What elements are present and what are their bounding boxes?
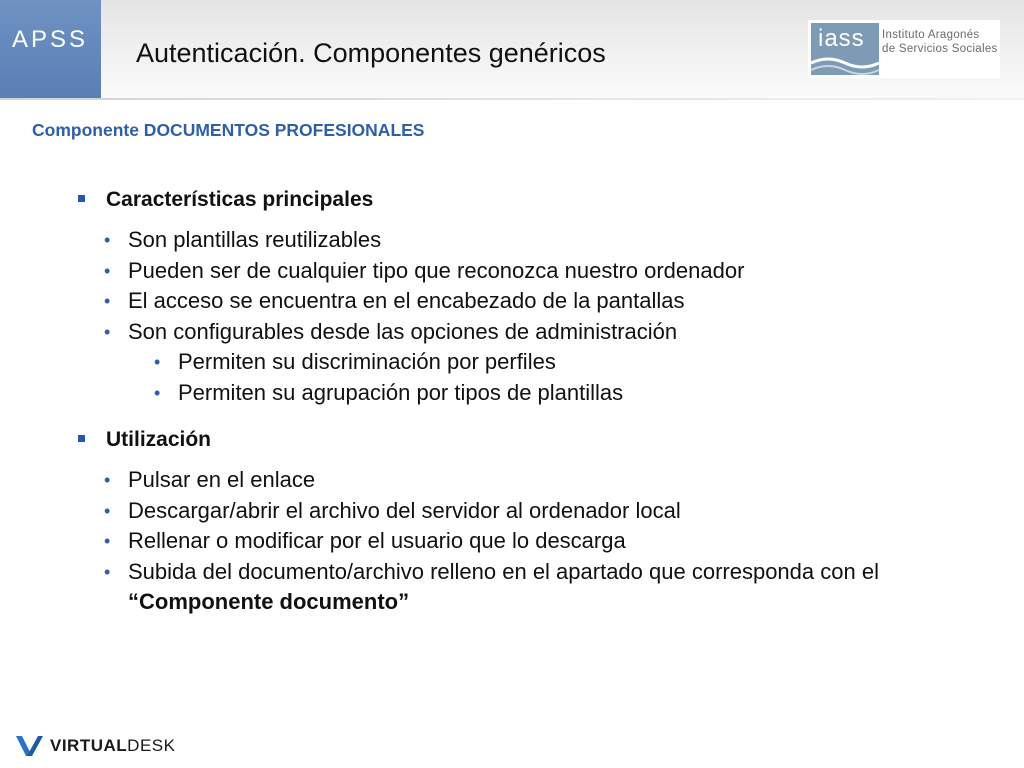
list-item-text: Son configurables desde las opciones de administración (128, 318, 678, 344)
list-item-text: Pueden ser de cualquier tipo que reconozca nuestro ordenador (128, 257, 745, 283)
list-item (102, 526, 940, 557)
bullet-icon: • (104, 230, 111, 250)
list-item-text: Son plantillas reutilizables (128, 227, 382, 252)
characteristics-title: Características principales (106, 188, 374, 211)
slide-title: Autenticación. Componentes genéricos (136, 38, 606, 68)
list-item (102, 256, 744, 287)
apss-tab (0, 0, 101, 98)
list-item-text: El acceso se encuentra en el encabezado de la pantallas (128, 288, 685, 313)
iass-logo-name (882, 28, 1000, 56)
usage-heading (78, 428, 211, 452)
list-item (102, 465, 940, 496)
list-item-text: Pulsar en el enlace (128, 467, 316, 492)
iass-logo-line1: Instituto Aragonés (882, 29, 980, 41)
list-item-text: Descargar/abrir el archivo del servidor al ordenador local (128, 497, 681, 523)
list-item (102, 557, 940, 618)
square-bullet-icon (78, 195, 85, 202)
virtualdesk-v-icon (14, 733, 44, 759)
bullet-icon: • (104, 470, 111, 490)
bullet-icon: • (104, 531, 111, 551)
virtualdesk-bold: VIRTUAL (50, 736, 128, 755)
header-divider (0, 98, 1024, 100)
list-item-text: Rellenar o modificar por el usuario que lo descarga (128, 528, 626, 553)
bullet-icon: • (104, 500, 111, 521)
list-item (102, 496, 940, 527)
bullet-icon: • (104, 561, 111, 582)
apss-label: APSS (12, 26, 89, 53)
bullet-icon: • (154, 352, 161, 372)
sub-list-item (152, 378, 744, 409)
virtualdesk-wordmark (50, 736, 175, 756)
bullet-icon: • (104, 291, 111, 311)
virtualdesk-logo (14, 731, 175, 761)
characteristics-list (102, 225, 744, 408)
list-item-text: Subida del documento/archivo relleno en el apartado que corresponda con el (128, 558, 879, 584)
bullet-icon: • (154, 382, 161, 403)
list-item (102, 225, 744, 256)
list-item (102, 286, 744, 317)
bullet-icon: • (104, 260, 111, 281)
bullet-icon: • (104, 321, 111, 342)
usage-list (102, 465, 940, 618)
list-item-emphasis: “Componente documento” (128, 589, 410, 614)
section-heading: Componente DOCUMENTOS PROFESIONALES (32, 120, 425, 140)
virtualdesk-light: DESK (127, 736, 176, 755)
list-item (102, 317, 744, 348)
square-bullet-icon (78, 435, 85, 442)
iass-logo (808, 20, 1000, 78)
iass-logo-line2: de Servicios Sociales (882, 43, 998, 55)
usage-title: Utilización (106, 428, 212, 451)
iass-logo-mark (811, 23, 879, 75)
characteristics-heading (78, 188, 373, 212)
wave-icon (811, 53, 879, 75)
sub-list-item-text: Permiten su agrupación por tipos de plantillas (178, 379, 624, 405)
sub-list-item (152, 347, 744, 378)
iass-logo-word: iass (818, 25, 865, 52)
sub-list-item-text: Permiten su discriminación por perfiles (178, 349, 556, 374)
